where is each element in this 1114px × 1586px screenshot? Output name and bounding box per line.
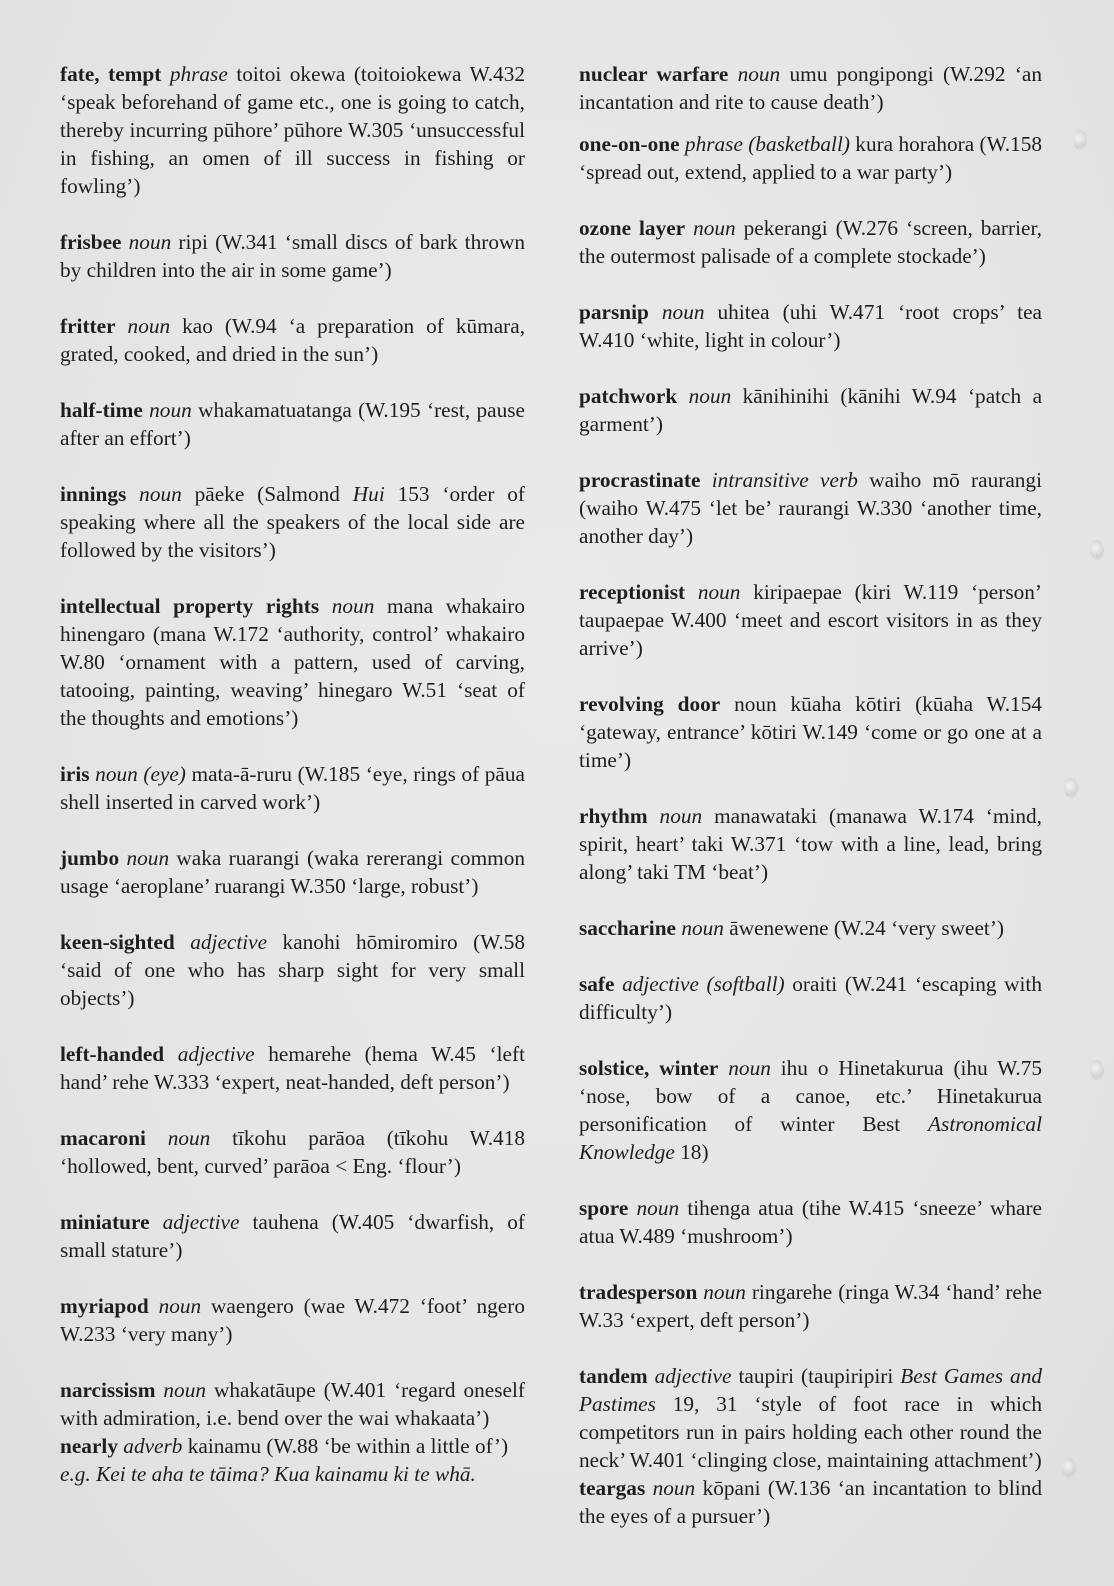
headword: narcissism (60, 1378, 156, 1402)
entry-procrastinate (579, 466, 1042, 550)
reference-title: Hui (352, 482, 385, 506)
part-of-speech: intransitive verb (711, 468, 858, 492)
entry-jumbo (60, 844, 525, 900)
part-of-speech: noun (734, 692, 777, 716)
entry-nearly (60, 1432, 525, 1488)
left-column (60, 60, 525, 1488)
entry-nuclear-warfare (579, 60, 1042, 116)
part-of-speech: noun (158, 1294, 202, 1318)
headword: myriapod (60, 1294, 149, 1318)
entry-patchwork (579, 382, 1042, 438)
definition: ripi (W.341 ‘small discs of bark thrown by children into the air in some game’) (60, 230, 525, 282)
definition-continued: 18) (674, 1140, 709, 1164)
part-of-speech: phrase (169, 62, 228, 86)
entry-iris (60, 760, 525, 816)
part-of-speech: noun (127, 314, 171, 338)
headword: parsnip (579, 300, 649, 324)
entry-rhythm (579, 802, 1042, 886)
part-of-speech: noun (163, 1378, 206, 1402)
part-of-speech: adjective (654, 1364, 732, 1388)
paper-blemish (1062, 1458, 1076, 1478)
part-of-speech: phrase (basketball) (684, 132, 850, 156)
part-of-speech: noun (636, 1196, 680, 1220)
definition: kānihinihi (kānihi W.94 ‘patch a garment’) (579, 384, 1043, 436)
part-of-speech: noun (681, 916, 724, 940)
headword: fritter (60, 314, 116, 338)
entry-half-time (60, 396, 525, 452)
reference-title: Best Games and Pastimes (579, 1364, 1042, 1416)
definition: manawataki (manawa W.174 ‘mind, spirit, heart’ taki W.371 ‘tow with a line, lead, bring along’ taki TM ‘beat’) (579, 804, 1042, 884)
part-of-speech: noun (149, 398, 192, 422)
part-of-speech: adverb (123, 1434, 183, 1458)
headword: rhythm (579, 804, 648, 828)
definition: waiho mō raurangi (waiho W.475 ‘let be’ raurangi W.330 ‘another time, another day’) (579, 468, 1042, 548)
definition: tauhena (W.405 ‘dwarfish, of small stature’) (60, 1210, 526, 1262)
entry-saccharine (579, 914, 1042, 942)
headword: miniature (60, 1210, 150, 1234)
definition: waengero (wae W.472 ‘foot’ ngero W.233 ‘very many’) (60, 1294, 525, 1346)
definition: tihenga atua (tihe W.415 ‘sneeze’ whare atua W.489 ‘mushroom’) (579, 1196, 1042, 1248)
paper-blemish (1073, 130, 1087, 150)
entry-tradesperson (579, 1278, 1042, 1334)
definition: mana whakairo hinengaro (mana W.172 ‘authority, control’ whakairo W.80 ‘ornament with a pattern, used of carving, tatooing, painting, weaving’ hinegaro W.51 ‘seat of the thoughts and emotions’) (60, 594, 525, 730)
entry-revolving-door (579, 690, 1042, 774)
headword: innings (60, 482, 127, 506)
paper-blemish (1064, 778, 1078, 798)
part-of-speech: noun (659, 804, 703, 828)
headword: frisbee (60, 230, 122, 254)
headword: saccharine (579, 916, 677, 940)
part-of-speech: noun (728, 1056, 771, 1080)
right-column (579, 60, 1042, 1530)
headword: safe (579, 972, 615, 996)
headword: iris (60, 762, 90, 786)
entry-spore (579, 1194, 1042, 1250)
part-of-speech: noun (126, 846, 170, 870)
reference-title: Astronomical Knowledge (579, 1112, 1042, 1164)
paper-blemish (1090, 1060, 1104, 1080)
headword: keen-sighted (60, 930, 175, 954)
entry-macaroni (60, 1124, 525, 1180)
part-of-speech: noun (703, 1280, 746, 1304)
definition: kainamu (W.88 ‘be within a little of’) (187, 1434, 509, 1458)
headword: patchwork (579, 384, 678, 408)
entry-keen-sighted (60, 928, 525, 1012)
part-of-speech: noun (167, 1126, 211, 1150)
part-of-speech: noun (693, 216, 736, 240)
entry-fritter (60, 312, 525, 368)
headword: teargas (579, 1476, 646, 1500)
part-of-speech: adjective (190, 930, 268, 954)
definition: kōpani (W.136 ‘an incantation to blind the eyes of a pursuer’) (579, 1476, 1043, 1528)
definition: mata-ā-ruru (W.185 ‘eye, rings of pāua shell inserted in carved work’) (60, 762, 525, 814)
paper-blemish (1090, 540, 1104, 560)
entry-one-on-one (579, 130, 1042, 186)
part-of-speech: noun (697, 580, 741, 604)
entry-safe (579, 970, 1042, 1026)
definition: toitoi okewa (toitoiokewa W.432 ‘speak beforehand of game etc., one is going to catch, thereby incurring pūhore’ pūhore W.305 ‘unsuccessful in fishing, an omen of ill success in fishing or fowling’) (60, 62, 526, 198)
headword: jumbo (60, 846, 120, 870)
headword: nearly (60, 1434, 118, 1458)
part-of-speech: noun (688, 384, 732, 408)
headword: left-handed (60, 1042, 165, 1066)
part-of-speech: adjective (softball) (622, 972, 785, 996)
entry-ozone-layer (579, 214, 1042, 270)
entry-miniature (60, 1208, 525, 1264)
definition: uhitea (uhi W.471 ‘root crops’ tea W.410 ‘white, light in colour’) (579, 300, 1042, 352)
entry-frisbee (60, 228, 525, 284)
definition: kao (W.94 ‘a preparation of kūmara, grated, cooked, and dried in the sun’) (60, 314, 526, 366)
entry-innings (60, 480, 525, 564)
entry-left-handed (60, 1040, 525, 1096)
part-of-speech: noun (331, 594, 375, 618)
definition: pāeke (Salmond (194, 482, 353, 506)
definition: tīkohu parāoa (tīkohu W.418 ‘hollowed, bent, curved’ parāoa < Eng. ‘flour’) (60, 1126, 526, 1178)
part-of-speech: noun (652, 1476, 696, 1500)
entry-parsnip (579, 298, 1042, 354)
entry-myriapod (60, 1292, 525, 1348)
definition: kura horahora (W.158 ‘spread out, extend, applied to a war party’) (579, 132, 1042, 184)
part-of-speech: noun (661, 300, 705, 324)
headword: fate, tempt (60, 62, 162, 86)
part-of-speech: noun (737, 62, 781, 86)
entry-tandem (579, 1362, 1042, 1474)
headword: procrastinate (579, 468, 701, 492)
part-of-speech: noun (eye) (95, 762, 186, 786)
definition-continued: 153 ‘order of speaking where all the speakers of the local side are followed by the visitors’) (60, 482, 526, 562)
headword: receptionist (579, 580, 686, 604)
headword: intellectual property rights (60, 594, 320, 618)
definition: āwenewene (W.24 ‘very sweet’) (729, 916, 1005, 940)
headword: one-on-one (579, 132, 680, 156)
headword: half-time (60, 398, 143, 422)
entry-teargas (579, 1474, 1042, 1530)
definition: kanohi hōmiromiro (W.58 ‘said of one who has sharp sight for very small objects’) (60, 930, 526, 1010)
definition: kiripaepae (kiri W.119 ‘person’ taupaepae W.400 ‘meet and escort visitors in as they arrive’) (579, 580, 1043, 660)
usage-example: e.g. Kei te aha te tāima? Kua kainamu ki te whā. (60, 1462, 476, 1486)
headword: ozone layer (579, 216, 686, 240)
headword: solstice, winter (579, 1056, 719, 1080)
definition-continued: 19, 31 ‘style of foot race in which competitors run in pairs holding each other round the neck’ W.401 ‘clinging close, maintaining attachment’) (579, 1392, 1042, 1472)
definition: taupiri (taupiripiri (738, 1364, 901, 1388)
headword: spore (579, 1196, 629, 1220)
headword: tradesperson (579, 1280, 698, 1304)
entry-intellectual-property-rights (60, 592, 525, 732)
definition: whakamatuatanga (W.195 ‘rest, pause after an effort’) (60, 398, 525, 450)
part-of-speech: adjective (177, 1042, 255, 1066)
part-of-speech: adjective (162, 1210, 240, 1234)
definition: whakatāupe (W.401 ‘regard oneself with admiration, i.e. bend over the wai whakaata’) (60, 1378, 525, 1430)
definition: pekerangi (W.276 ‘screen, barrier, the outermost palisade of a complete stockade’) (579, 216, 1043, 268)
part-of-speech: noun (139, 482, 182, 506)
definition: umu pongipongi (W.292 ‘an incantation and rite to cause death’) (579, 62, 1043, 114)
entry-receptionist (579, 578, 1042, 662)
entry-narcissism (60, 1376, 525, 1432)
headword: revolving door (579, 692, 721, 716)
definition: ringarehe (ringa W.34 ‘hand’ rehe W.33 ‘expert, deft person’) (579, 1280, 1042, 1332)
entry-fate-tempt (60, 60, 525, 200)
headword: macaroni (60, 1126, 146, 1150)
definition: waka ruarangi (waka rererangi common usage ‘aeroplane’ ruarangi W.350 ‘large, robust’) (60, 846, 525, 898)
entry-solstice-winter (579, 1054, 1042, 1166)
part-of-speech: noun (128, 230, 172, 254)
headword: tandem (579, 1364, 648, 1388)
definition: kūaha kōtiri (kūaha W.154 ‘gateway, entrance’ kōtiri W.149 ‘come or go one at a time’) (579, 692, 1042, 772)
headword: nuclear warfare (579, 62, 729, 86)
definition: hemarehe (hema W.45 ‘left hand’ rehe W.333 ‘expert, neat-handed, deft person’) (60, 1042, 525, 1094)
definition: ihu o Hinetakurua (ihu W.75 ‘nose, bow of a canoe, etc.’ Hinetakurua personification of winter Best (579, 1056, 1043, 1136)
definition: oraiti (W.241 ‘escaping with difficulty’) (579, 972, 1042, 1024)
